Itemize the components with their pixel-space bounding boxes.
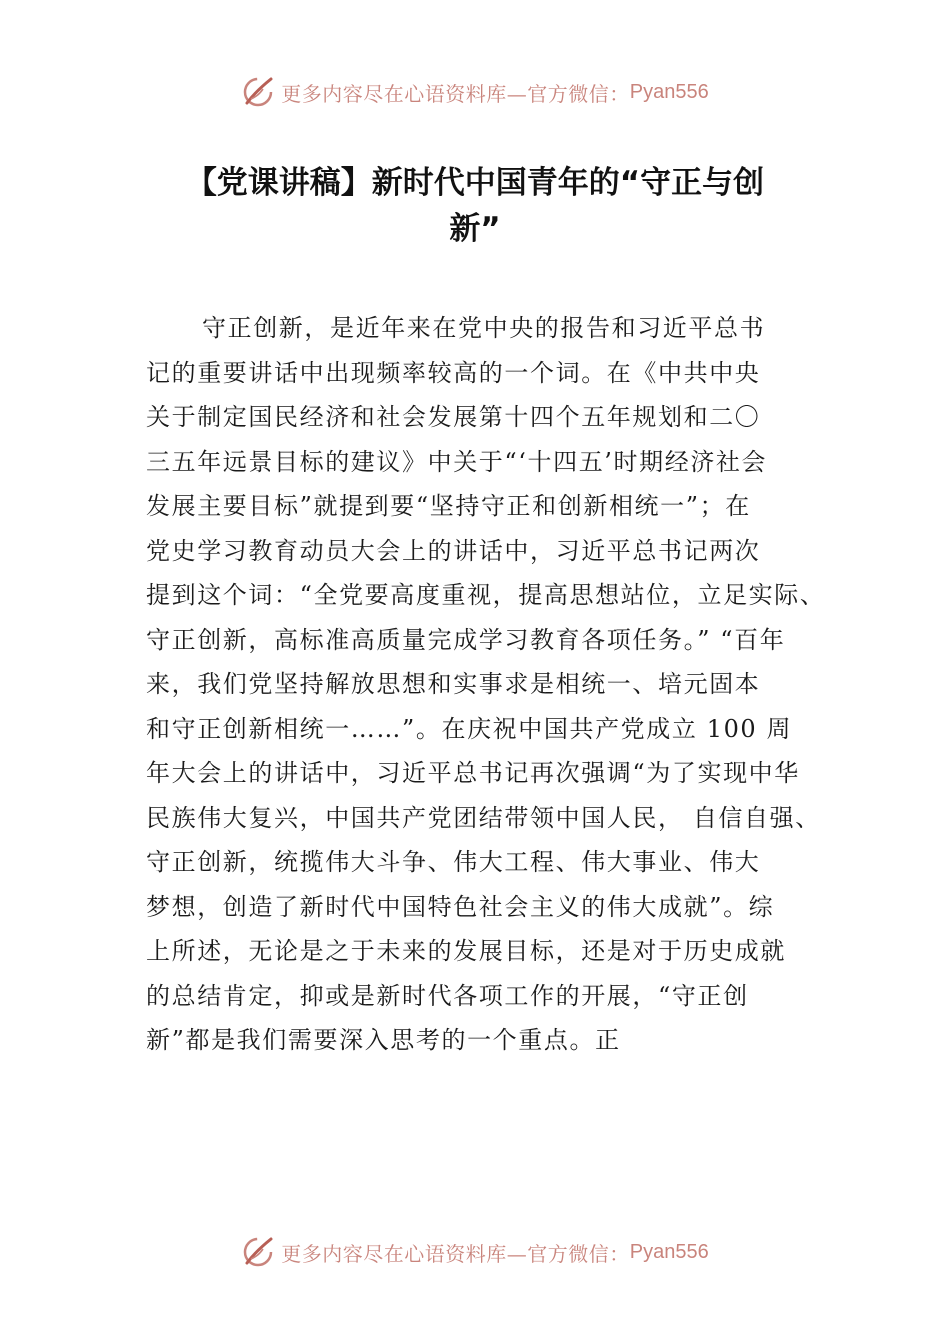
brush-logo-icon (241, 1235, 275, 1269)
brush-logo-icon (241, 75, 275, 109)
body-line: 守正创新，统揽伟大斗争、伟大工程、伟大事业、伟大 (146, 848, 761, 876)
body-line: 发展主要目标”就提到要“坚持守正和创新相统一”；在 (146, 492, 751, 520)
document-title (120, 160, 830, 252)
body-line: 守正创新，高标准高质量完成学习教育各项任务。” “百年 (146, 625, 786, 654)
watermark-text: 更多内容尽在心语资料库—官方微信： (281, 1241, 630, 1266)
document-body (146, 306, 836, 1063)
title-line-1: 【党课讲稿】新时代中国青年的“守正与创 (185, 165, 765, 201)
body-line: 的总结肯定，抑或是新时代各项工作的开展，“守正创 (146, 981, 749, 1010)
title-line-2: 新” (449, 211, 501, 247)
body-line: 守正创新，是近年来在党中央的报告和习近平总书 (202, 314, 766, 342)
body-line: 关于制定国民经济和社会发展第十四个五年规划和二〇 (146, 403, 761, 431)
body-line: 民族伟大复兴，中国共产党团结带领中国人民， 自信自强、 (146, 803, 821, 832)
body-line: 年大会上的讲话中，习近平总书记再次强调“为了实现中华 (146, 759, 800, 787)
body-line: 三五年远景目标的建议》中关于“‘十四五’时期经济社会 (146, 447, 768, 476)
watermark-wechat-id: Pyan556 (629, 1240, 709, 1263)
body-line: 新”都是我们需要深入思考的一个重点。正 (146, 1026, 621, 1054)
body-line: 记的重要讲话中出现频率较高的一个词。在《中共中央 (146, 358, 761, 387)
watermark-footer (0, 1232, 950, 1272)
body-line: 党史学习教育动员大会上的讲话中，习近平总书记两次 (146, 536, 761, 565)
watermark-text: 更多内容尽在心语资料库—官方微信： (281, 81, 630, 106)
watermark-header (0, 72, 950, 112)
body-line: 梦想，创造了新时代中国特色社会主义的伟大成就”。综 (146, 892, 775, 921)
body-line: 和守正创新相统一……”。在庆祝中国共产党成立 100 周 (146, 714, 793, 743)
watermark-wechat-id: Pyan556 (629, 80, 709, 103)
body-line: 上所述，无论是之于未来的发展目标，还是对于历史成就 (146, 937, 786, 965)
body-line: 提到这个词：“全党要高度重视，提高思想站位，立足实际、 (146, 581, 826, 609)
body-line: 来，我们党坚持解放思想和实事求是相统一、培元固本 (146, 670, 761, 698)
